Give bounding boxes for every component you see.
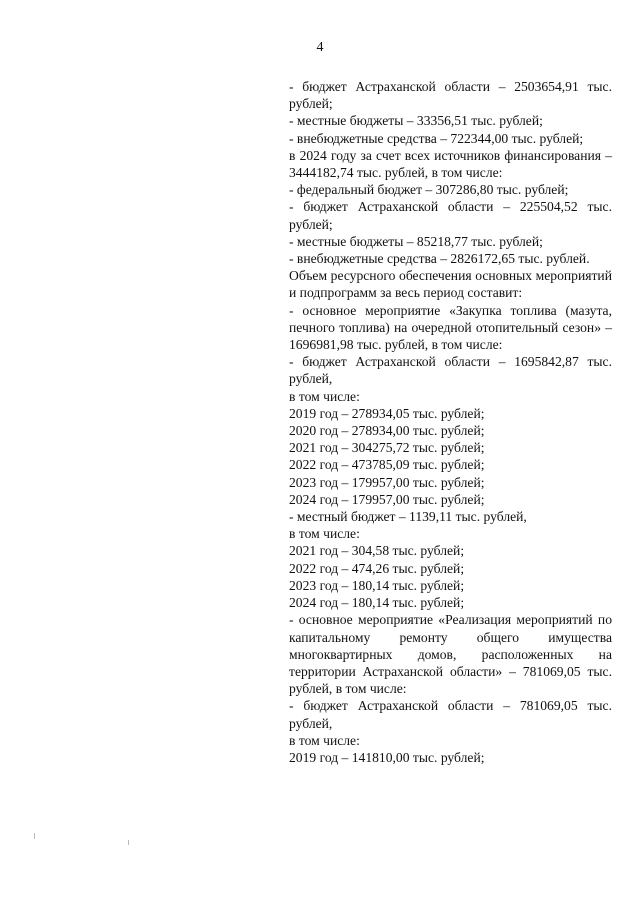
paragraph: - местные бюджеты – 85218,77 тыс. рублей;	[289, 233, 543, 249]
paragraph: 2022 год – 474,26 тыс. рублей;	[289, 560, 465, 576]
paragraph: в 2024 году за счет всех источников финансирования – 3444182,74 тыс. рублей, в том числе:	[289, 147, 612, 181]
scan-mark-left	[34, 833, 35, 839]
paragraph: 2023 год – 180,14 тыс. рублей;	[289, 577, 465, 593]
paragraph: 2019 год – 141810,00 тыс. рублей;	[289, 749, 485, 765]
paragraph: - бюджет Астраханской области – 2503654,91 тыс. рублей;	[289, 79, 612, 112]
paragraph: - бюджет Астраханской области – 781069,05 тыс. рублей,	[289, 698, 612, 731]
paragraph: - основное мероприятие «Реализация мероприятий по капитальному ремонту общего имущества многоквартирных домов, расположенных на территории Астраханской области» – 781069,05 тыс. рублей, в том числе:	[289, 612, 612, 697]
paragraph: - бюджет Астраханской области – 225504,52 тыс. рублей;	[289, 199, 612, 232]
paragraph: - внебюджетные средства – 2826172,65 тыс. рублей.	[289, 251, 590, 267]
paragraph: в том числе:	[289, 526, 360, 542]
scan-mark-bottom	[128, 840, 129, 845]
paragraph: Объем ресурсного обеспечения основных мероприятий и подпрограмм за весь период составит:	[289, 268, 612, 301]
page-number: 4	[316, 40, 324, 55]
paragraph: 2020 год – 278934,00 тыс. рублей;	[289, 423, 485, 439]
paragraph: 2024 год – 179957,00 тыс. рублей;	[289, 491, 485, 507]
paragraph: 2019 год – 278934,05 тыс. рублей;	[289, 405, 485, 421]
paragraph: - местный бюджет – 1139,11 тыс. рублей,	[289, 509, 527, 525]
paragraph: 2024 год – 180,14 тыс. рублей;	[289, 595, 465, 611]
paragraph: 2022 год – 473785,09 тыс. рублей;	[289, 457, 485, 473]
paragraph: - бюджет Астраханской области – 1695842,87 тыс. рублей,	[289, 354, 612, 387]
paragraph: 2023 год – 179957,00 тыс. рублей;	[289, 474, 485, 490]
paragraph: - местные бюджеты – 33356,51 тыс. рублей;	[289, 113, 543, 129]
paragraph: - внебюджетные средства – 722344,00 тыс. рублей;	[289, 130, 584, 146]
paragraph: в том числе:	[289, 388, 360, 404]
paragraph: 2021 год – 304,58 тыс. рублей;	[289, 543, 465, 559]
paragraph: 2021 год – 304275,72 тыс. рублей;	[289, 440, 485, 456]
paragraph: - федеральный бюджет – 307286,80 тыс. рублей;	[289, 182, 569, 198]
paragraph: в том числе:	[289, 732, 360, 748]
body-text	[289, 78, 612, 766]
paragraph: - основное мероприятие «Закупка топлива (мазута, печного топлива) на очередной отопительный сезон» – 1696981,98 тыс. рублей, в том числе:	[289, 302, 612, 353]
